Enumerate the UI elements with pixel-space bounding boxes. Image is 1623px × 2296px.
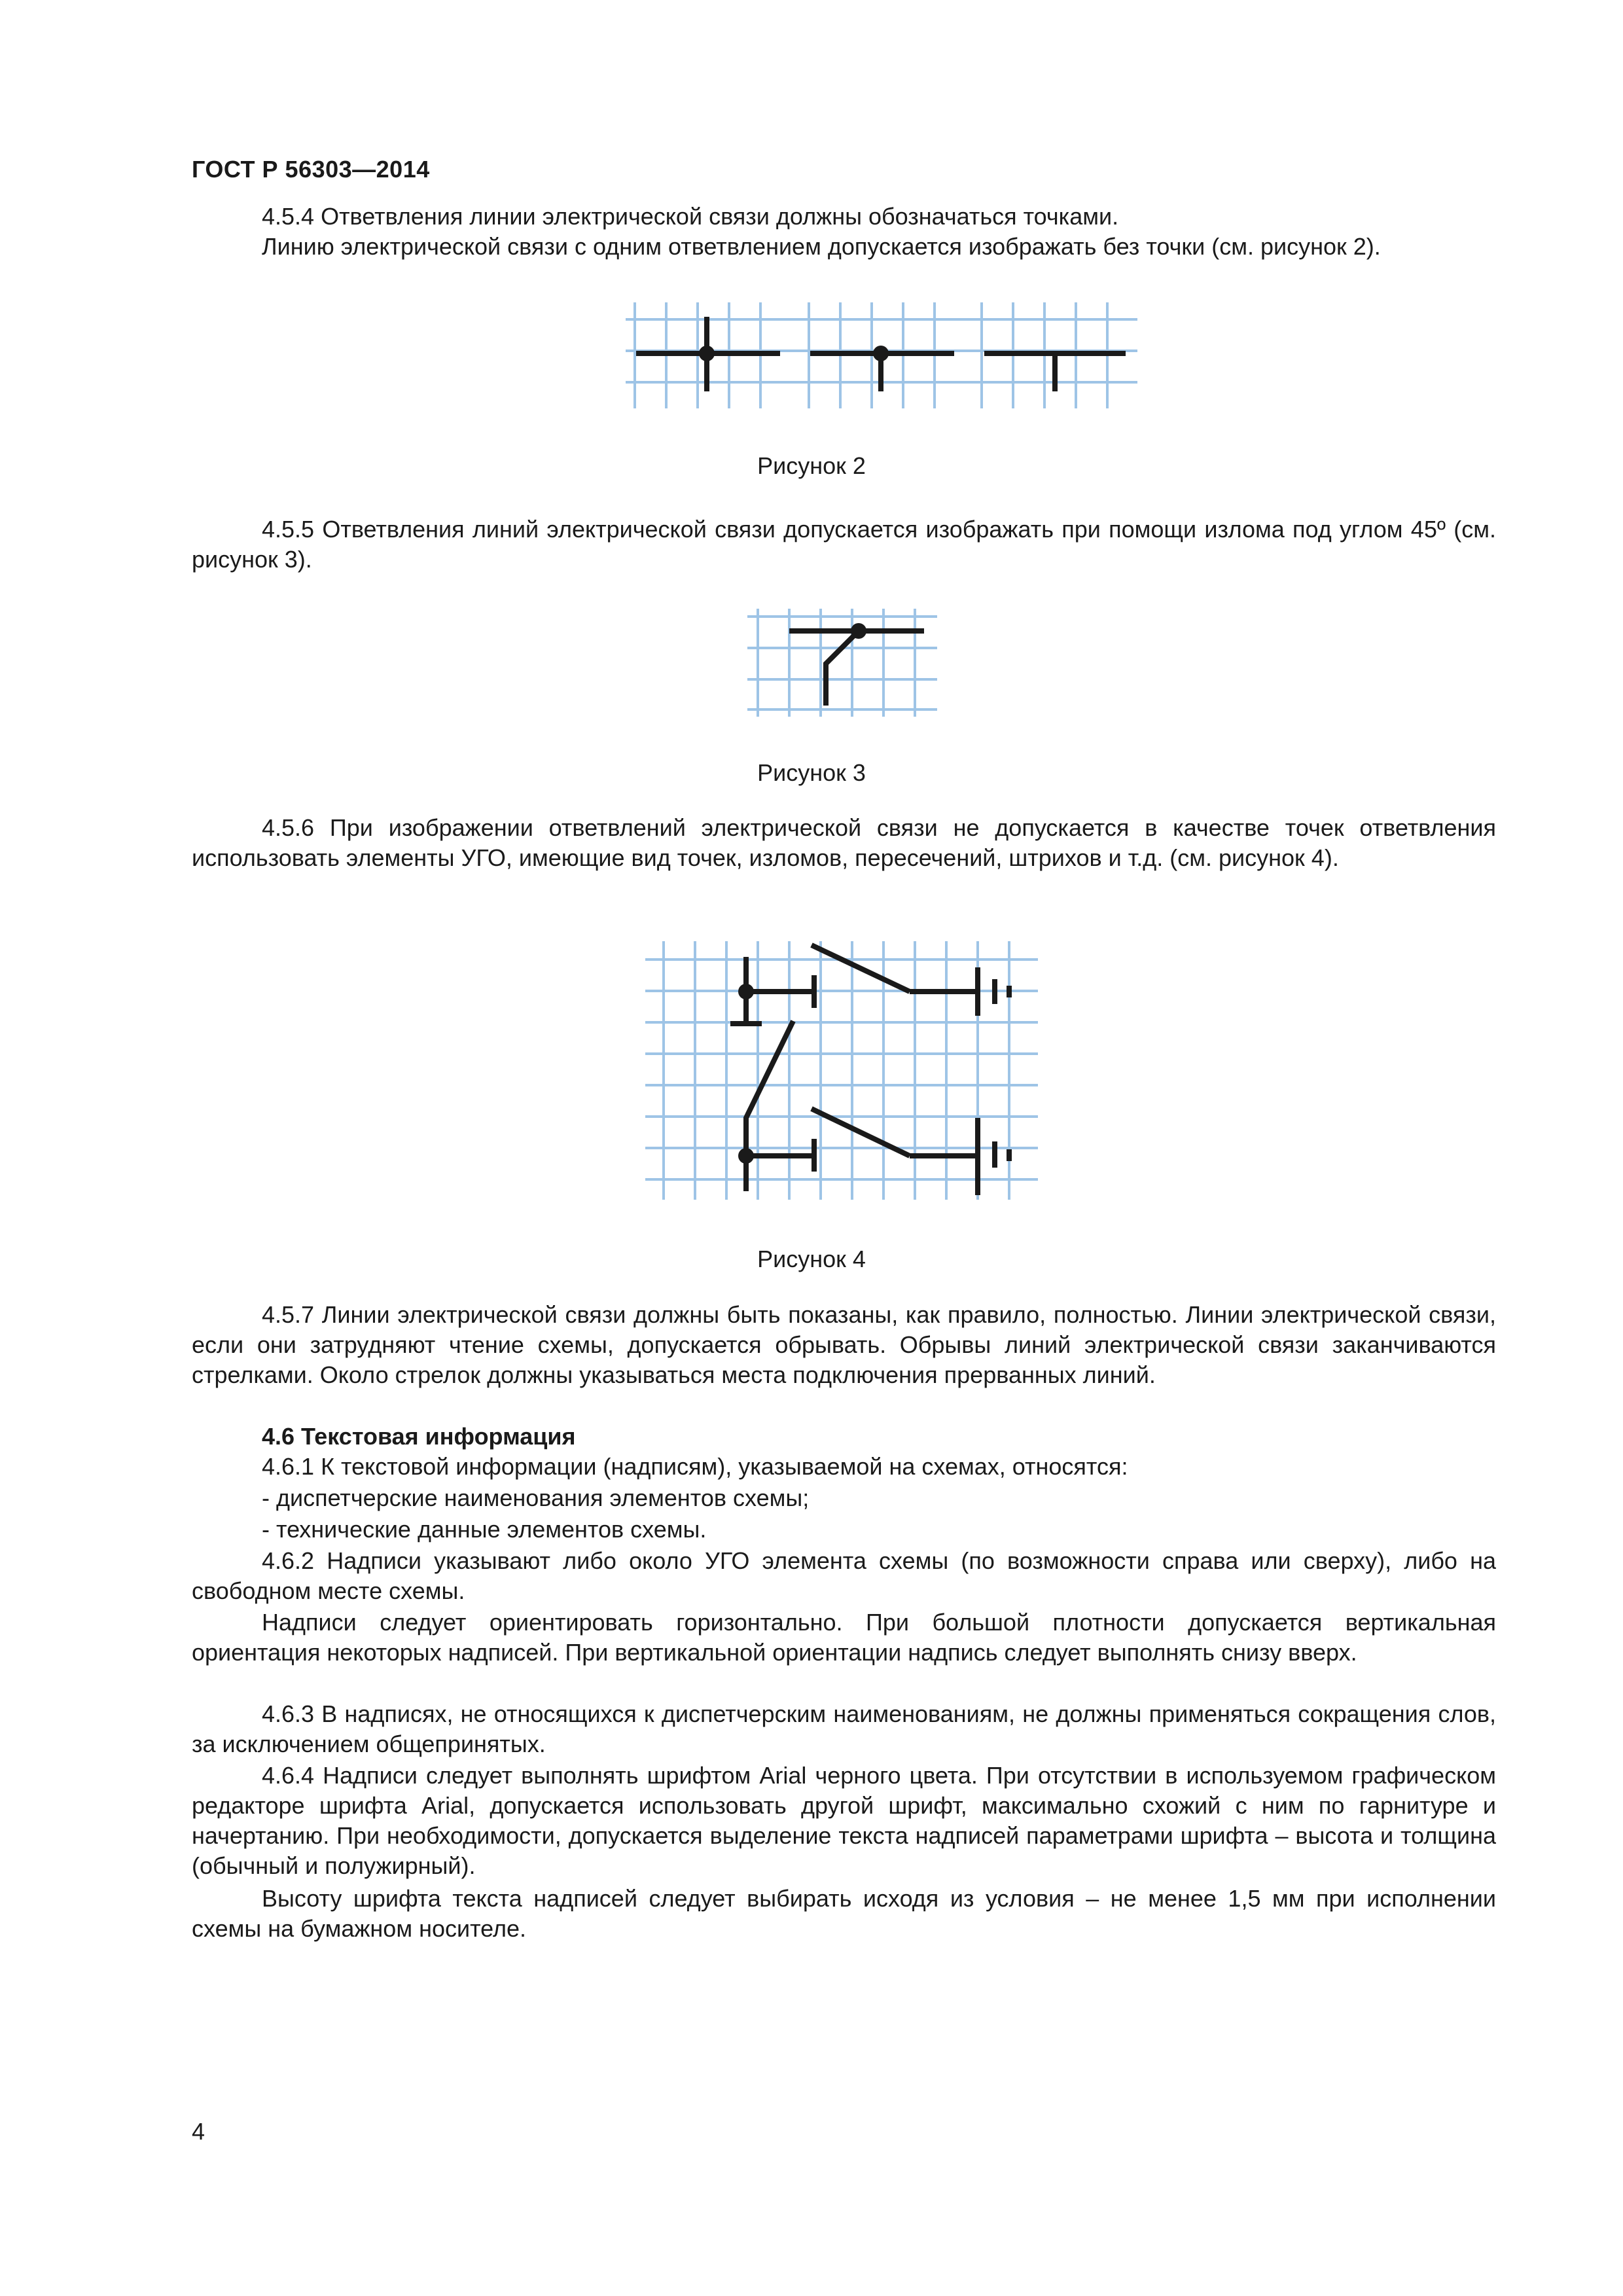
figure-4-diagram <box>645 941 1042 1204</box>
figure-2-diagram <box>618 302 1141 414</box>
paragraph-4-5-5: 4.5.5 Ответвления линий электрической связи допускается изображать при помощи излома под углом 45º (см. рисунок 3). <box>192 516 1496 573</box>
paragraph-4-5-7: 4.5.7 Линии электрической связи должны быть показаны, как правило, полностью. Линии электрической связи, если они затрудняют чтение схемы, допускается обрывать. Обрывы линий электрической связи заканчиваются стрелками. Около стрелок должны указываться места подключения прерванных линий. <box>192 1301 1496 1388</box>
paragraph-4-6-2-orientation: Надписи следует ориентировать горизонтально. При большой плотности допускается вертикальная ориентация некоторых надписей. При вертикальной ориентации надпись следует выполнять снизу вверх. <box>192 1609 1496 1666</box>
document-header: ГОСТ Р 56303—2014 <box>192 156 430 183</box>
paragraph-4-6-2: 4.6.2 Надписи указывают либо около УГО элемента схемы (по возможности справа или сверху), либо на свободном месте схемы. <box>192 1547 1496 1604</box>
paragraph-4-6-3: 4.6.3 В надписях, не относящихся к диспетчерским наименованиям, не должны применяться сокращения слов, за исключением общепринятых. <box>192 1700 1496 1757</box>
page-number: 4 <box>192 2118 205 2145</box>
section-4-6-heading: 4.6 Текстовая информация <box>262 1423 576 1450</box>
figure-3-diagram <box>743 609 940 717</box>
paragraph-4-5-4: 4.5.4 Ответвления линии электрической связи должны обозначаться точками. <box>262 203 1119 230</box>
figure-2-caption: Рисунок 2 <box>757 452 866 479</box>
figure-4-caption: Рисунок 4 <box>757 1246 866 1272</box>
paragraph-4-5-6: 4.5.6 При изображении ответвлений электрической связи не допускается в качестве точек ответвления использовать элементы УГО, имеющие вид точек, изломов, пересечений, штрихов и т.д. (см. рисунок 4). <box>192 814 1496 871</box>
paragraph-4-5-4-note: Линию электрической связи с одним ответвлением допускается изображать без точки (см. рисунок 2). <box>262 233 1381 260</box>
figure-3-caption: Рисунок 3 <box>757 759 866 786</box>
list-item: - технические данные элементов схемы. <box>262 1516 707 1543</box>
paragraph-4-6-4-height: Высоту шрифта текста надписей следует выбирать исходя из условия – не менее 1,5 мм при исполнении схемы на бумажном носителе. <box>192 1885 1496 1942</box>
paragraph-4-6-1: 4.6.1 К текстовой информации (надписям), указываемой на схемах, относятся: <box>262 1453 1128 1480</box>
list-item: - диспетчерские наименования элементов схемы; <box>262 1484 810 1511</box>
paragraph-4-6-4: 4.6.4 Надписи следует выполнять шрифтом Arial черного цвета. При отсутствии в используемом графическом редакторе шрифта Arial, допускается использовать другой шрифт, максимально схожий с ним по гарнитуре и начертанию. При необходимости, допускается выделение текста надписей параметрами шрифта – высота и толщина (обычный и полужирный). <box>192 1762 1496 1879</box>
